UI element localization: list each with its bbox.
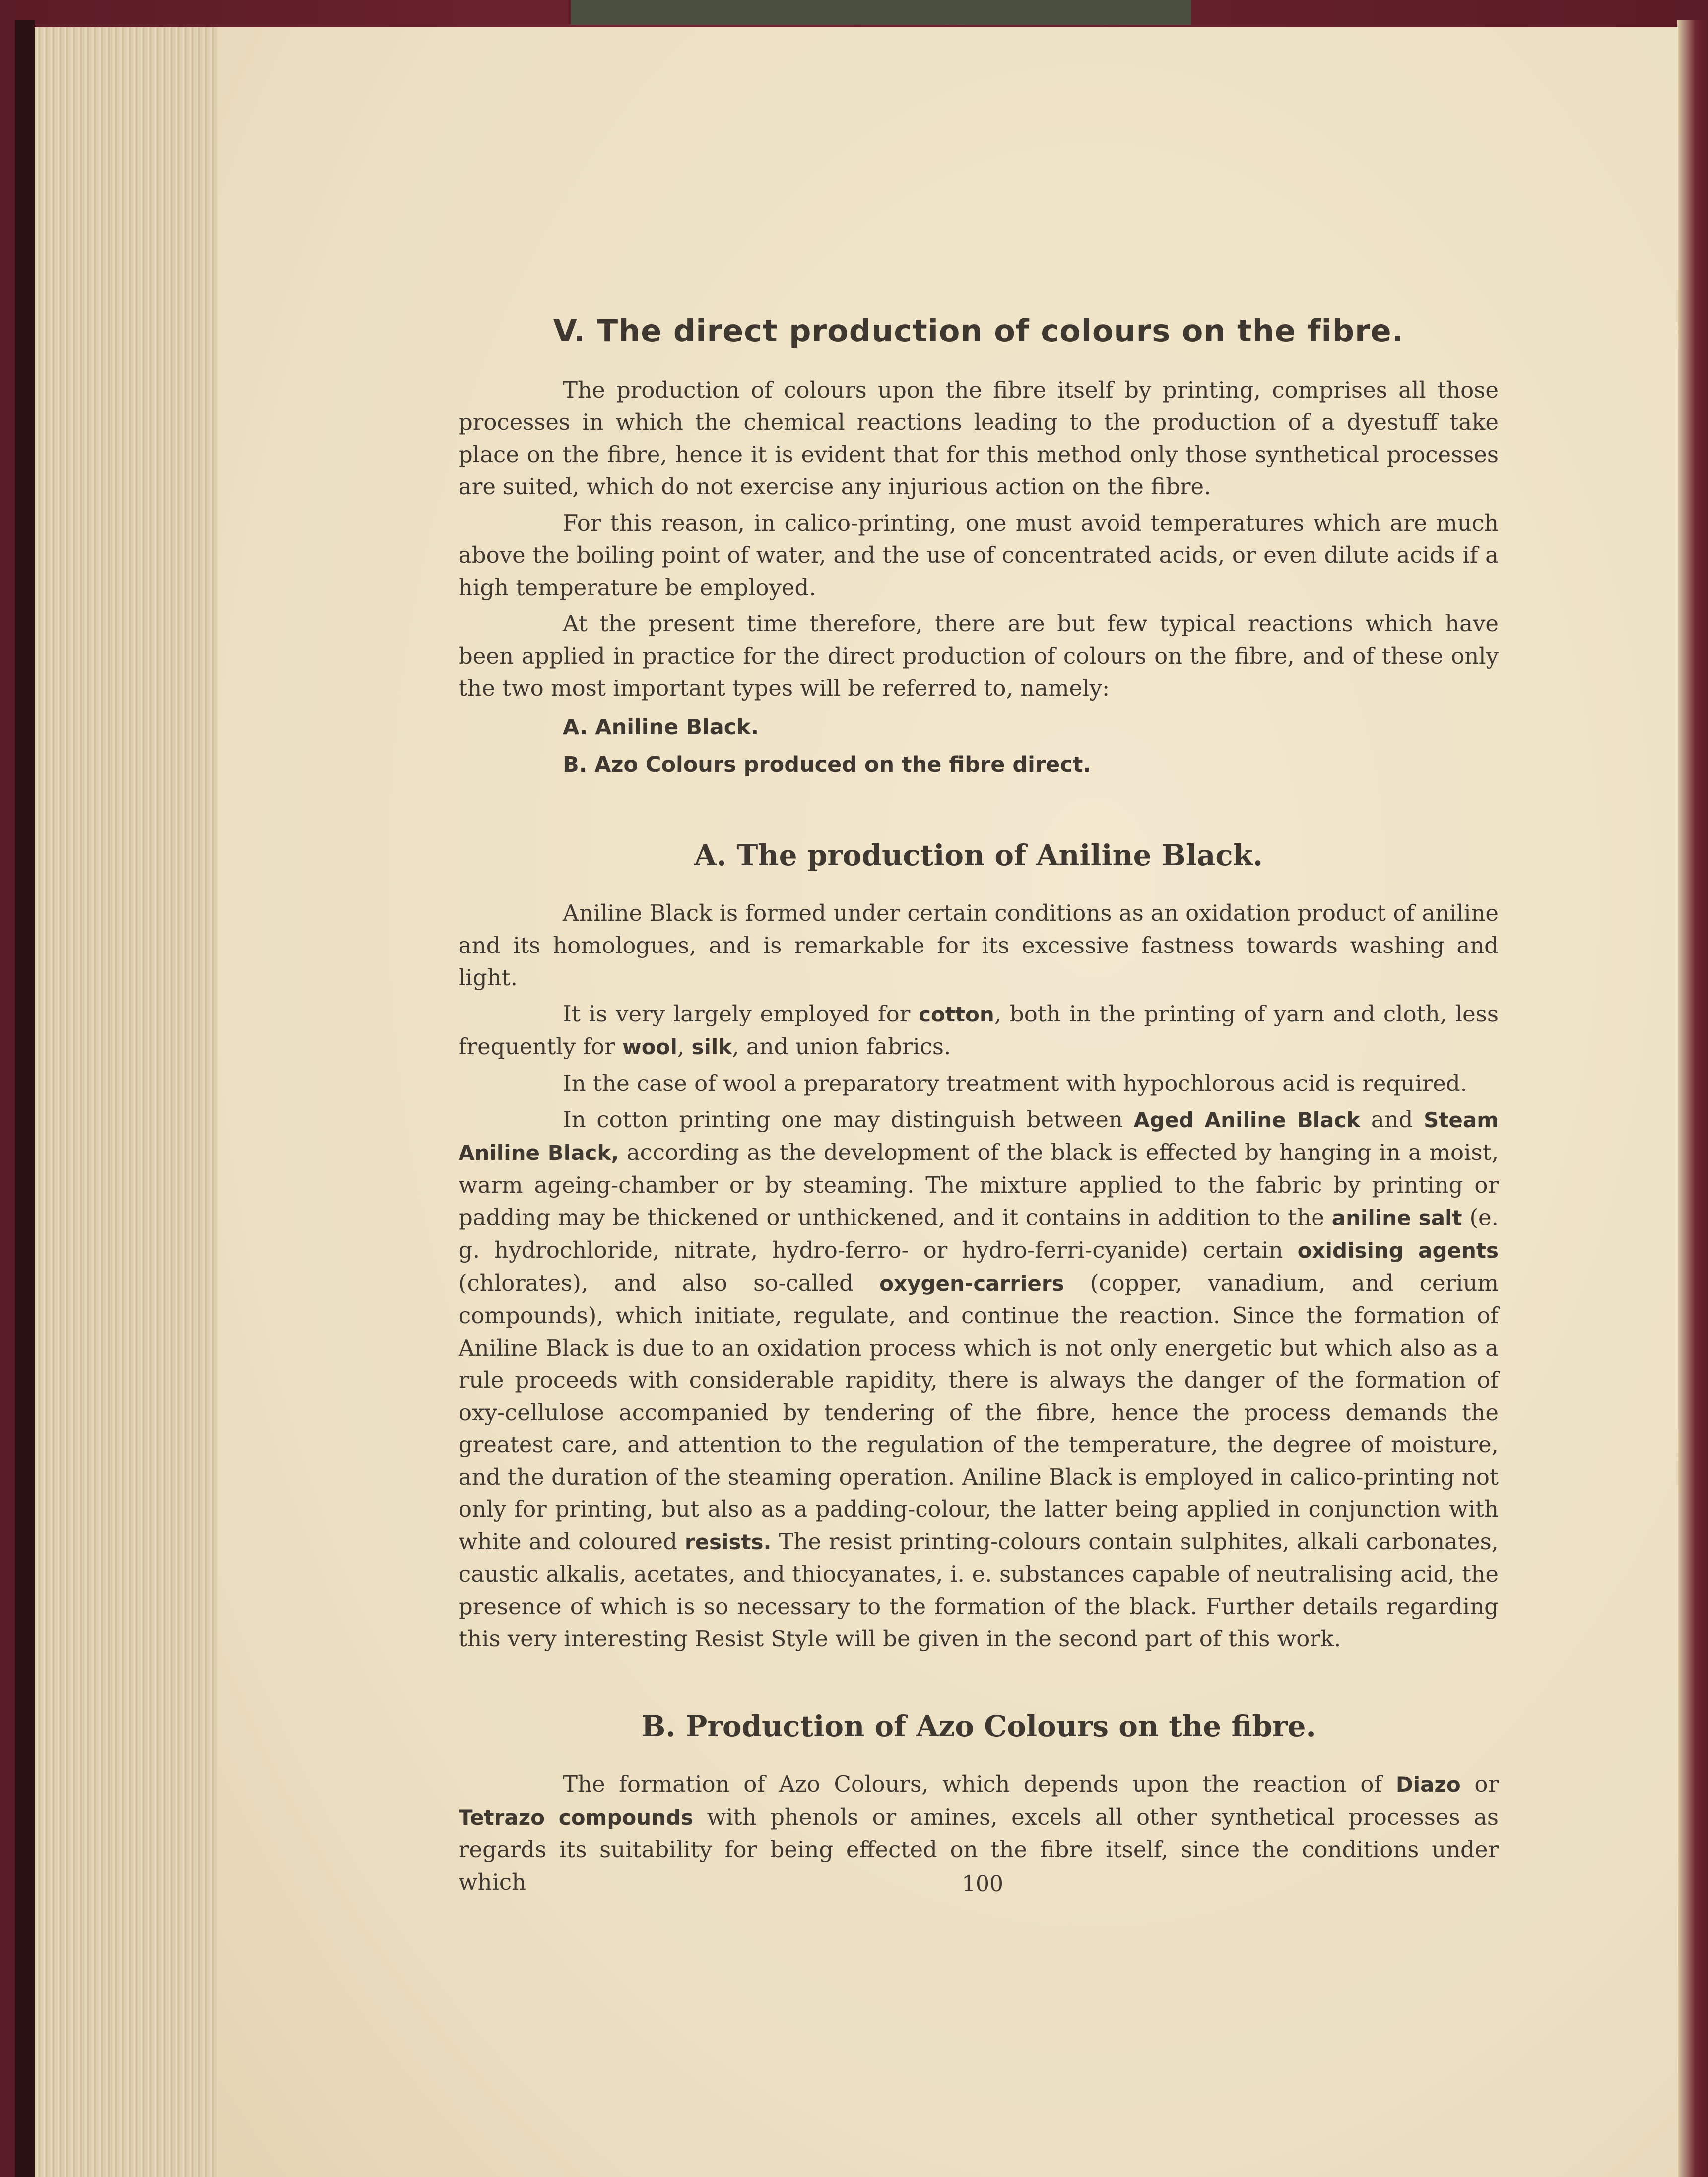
text-run: The resist printing-colours contain sulphites, alkali carbonates, caustic alkalis, acetates, and thiocyanates, i. e. substances capable of neutralising acid, the presence of which is so necessary to the formation of the black. Further details regarding this very interesting Resist Style will be given in the second part of this work.	[459, 1528, 1499, 1652]
text-run: , and union fabrics.	[732, 1033, 951, 1060]
text-run: and	[1360, 1106, 1424, 1133]
text-run: (copper, vanadium, and cerium compounds), which initiate, regulate, and continue the reaction. Since the formation of Aniline Black is due to an oxidation process which is not only energetic but which also as a rule proceeds with considerable rapidity, there is always the danger of the formation of oxy-cellulose accompanied by tendering of the fibre, hence the process demands the greatest care, and attention to the regulation of the temperature, the degree of moisture, and the duration of the steaming operation. Aniline Black is employed in calico-printing not only for printing, but also as a padding-colour, the latter being applied in conjunction with white and coloured	[459, 1270, 1499, 1555]
bold-term-silk: silk	[691, 1035, 732, 1059]
bold-term-aniline-salt: aniline salt	[1331, 1206, 1462, 1230]
intro-paragraph-3: At the present time therefore, there are but few typical reactions which have been applied in practice for the direct production of colours on the fibre, and of these only the two most important types will be referred to, namely:	[459, 611, 1499, 701]
text-run: (e. g. hydrochloride, nitrate, hydro-ferro- or hydro-ferri-cyanide) certain	[459, 1204, 1499, 1263]
list-item-aniline-black: A. Aniline Black.	[563, 715, 759, 740]
section-b-title: B. Production of Azo Colours on the fibre.	[641, 1709, 1316, 1743]
bold-term-aged-aniline-black: Aged Aniline Black	[1133, 1108, 1361, 1132]
bold-term-cotton: cotton	[919, 1002, 994, 1026]
list-item-azo-colours: B. Azo Colours produced on the fibre direct.	[563, 752, 1091, 777]
page-number: 100	[962, 1871, 1003, 1897]
chapter-title: V. The direct production of colours on the fibre.	[553, 313, 1404, 349]
bold-term-wool: wool	[622, 1035, 677, 1059]
types-list	[459, 708, 1499, 784]
page-content	[459, 313, 1499, 1902]
text-run: or	[1460, 1771, 1499, 1797]
bold-term-oxidising-agents: oxidising agents	[1297, 1238, 1499, 1263]
text-run: with phenols or amines, excels all other synthetical processes as regards its suitability for being effected on the fibre itself, since the conditions under which	[459, 1804, 1499, 1895]
text-run: , both in the printing of yarn and cloth, less frequently for	[459, 1001, 1499, 1060]
text-run: (chlorates), and also so-called	[459, 1270, 880, 1296]
section-a-paragraph-3: In the case of wool a preparatory treatment with hypochlorous acid is required.	[563, 1070, 1467, 1096]
section-a-title: A. The production of Aniline Black.	[694, 838, 1263, 872]
bold-term-diazo: Diazo	[1395, 1772, 1461, 1797]
section-a-paragraph-4	[459, 1103, 1499, 1655]
text-run: It is very largely employed for	[563, 1001, 919, 1027]
intro-paragraph-1: The production of colours upon the fibre itself by printing, comprises all those processes in which the chemical reactions leading to the production of a dyestuff take place on the fibre, hence it is evident that for this method only those synthetical processes are suited, which do not exercise any injurious action on the fibre.	[459, 377, 1499, 500]
binding-top	[571, 0, 1191, 25]
spine-shadow	[15, 20, 35, 2177]
section-a-paragraph-1: Aniline Black is formed under certain conditions as an oxidation product of aniline and its homologues, and is remarkable for its excessive fastness towards washing and light.	[459, 900, 1499, 991]
right-cover-edge	[1677, 20, 1708, 2177]
text-run: according as the development of the black is effected by hanging in a moist, warm ageing-chamber or by steaming. The mixture applied to the fabric by printing or padding may be thickened or unthickened, and it contains in addition to the	[459, 1139, 1499, 1230]
bold-term-oxygen-carriers: oxygen-carriers	[879, 1271, 1064, 1295]
stacked-page-edges	[35, 27, 219, 2177]
text-run: ,	[677, 1033, 692, 1060]
section-a-paragraph-2	[459, 998, 1499, 1063]
text-run: The formation of Azo Colours, which depends upon the reaction of	[563, 1771, 1396, 1797]
intro-paragraph-2: For this reason, in calico-printing, one must avoid temperatures which are much above the boiling point of water, and the use of concentrated acids, or even dilute acids if a high temperature be employed.	[459, 510, 1499, 601]
bold-term-resists: resists.	[684, 1530, 772, 1554]
text-run: In cotton printing one may distinguish between	[563, 1106, 1134, 1133]
bold-term-steam-aniline-black: Steam Aniline Black,	[459, 1108, 1499, 1165]
bold-term-tetrazo-compounds: Tetrazo compounds	[459, 1805, 694, 1830]
